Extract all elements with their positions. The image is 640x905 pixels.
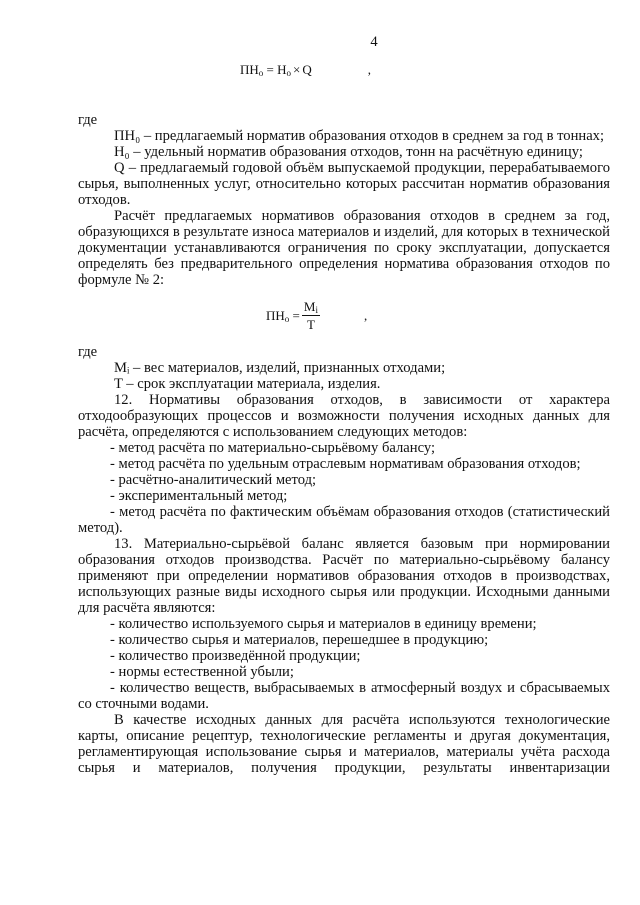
- formula-2-comma: ,: [363, 308, 368, 323]
- formula-1-equals: =: [263, 62, 278, 77]
- formula-2-numerator-subscript: i: [315, 305, 318, 315]
- paragraph-calculation: Расчёт предлагаемых нормативов образования отходов в среднем за год, образующихся в результате износа материалов и изделий, для которых в технической документации устанавливаются ограничения по сроку эксплуатации, допускается определять без предварительного определения норматива образования отходов по формуле № 2:: [78, 208, 610, 288]
- clause-13-item: - нормы естественной убыли;: [110, 664, 294, 680]
- formula-1-rhs-b: Q: [302, 62, 312, 77]
- paragraph-sources: В качестве исходных данных для расчёта используются технологические карты, описание рецептур, технологические регламенты и другая документация, регламентирующая использование сырья и материалов, материалы учёта расхода сырья и материалов, получения продукции, результаты инвентаризации: [78, 712, 610, 776]
- definition-mi: Mᵢ – вес материалов, изделий, признанных отходами;: [114, 360, 446, 376]
- formula-2-numerator-symbol: M: [303, 299, 316, 314]
- clause-13-item: - количество сырья и материалов, перешедшее в продукцию;: [110, 632, 489, 648]
- formula-1-operator: ×: [293, 62, 301, 77]
- formula-1: [240, 62, 610, 78]
- clause-12-item: - расчётно-аналитический метод;: [110, 472, 317, 488]
- clause-13-item: - количество веществ, выбрасываемых в атмосферный воздух и сбрасываемых со сточными водами.: [78, 680, 610, 712]
- definition-n0: Н₀ – удельный норматив образования отходов, тонн на расчётную единицу;: [114, 144, 583, 160]
- where-label-1: где: [78, 112, 98, 128]
- clause-13-item: - количество произведённой продукции;: [110, 648, 361, 664]
- clause-13: 13. Материально-сырьёвой баланс является базовым при нормировании образования отходов производства. Расчёт по материально-сырьёвому балансу применяют при определении нормативов образования отходов в производствах, использующих разные виды исходного сырья или продукции. Исходными данными для расчёта являются:: [78, 536, 610, 616]
- definition-pn0: ПН₀ – предлагаемый норматив образования отходов в среднем за год в тоннах;: [114, 128, 605, 144]
- formula-1-lhs-symbol: ПН: [240, 62, 259, 77]
- clause-13-item: - количество используемого сырья и материалов в единицу времени;: [110, 616, 537, 632]
- page-number: 4: [370, 34, 378, 50]
- formula-1-rhs-a: [277, 62, 291, 78]
- formula-1-rhs-a-subscript: о: [286, 68, 292, 78]
- definition-t: T – срок эксплуатации материала, изделия.: [114, 376, 381, 392]
- formula-2-numerator: [302, 300, 320, 316]
- formula-2-fraction: [302, 300, 320, 332]
- clause-12-item: - метод расчёта по фактическим объёмам образования отходов (статистический метод).: [78, 504, 610, 536]
- clause-12: 12. Нормативы образования отходов, в зависимости от характера отходообразующих процессов и возможности получения исходных данных для расчёта, определяются с использованием следующих методов:: [78, 392, 610, 440]
- formula-1-lhs: [240, 62, 263, 78]
- formula-2-lhs-subscript: о: [284, 314, 290, 324]
- formula-1-rhs-a-symbol: Н: [277, 62, 287, 77]
- formula-1-lhs-subscript: о: [258, 68, 264, 78]
- clause-12-item: - метод расчёта по удельным отраслевым нормативам образования отходов;: [110, 456, 581, 472]
- formula-2-lhs: [266, 308, 289, 324]
- where-label-2: где: [78, 344, 98, 360]
- clause-12-item: - метод расчёта по материально-сырьёвому балансу;: [110, 440, 436, 456]
- clause-12-item: - экспериментальный метод;: [110, 488, 288, 504]
- formula-2: [266, 296, 610, 336]
- formula-2-equals: =: [289, 308, 300, 323]
- formula-2-lhs-symbol: ПН: [266, 308, 285, 323]
- definition-q: Q – предлагаемый годовой объём выпускаемой продукции, перерабатываемого сырья, выполненных услуг, относительно которых рассчитан норматив образования отходов.: [78, 160, 610, 208]
- formula-2-denominator: T: [306, 317, 315, 332]
- formula-1-comma: ,: [367, 62, 371, 77]
